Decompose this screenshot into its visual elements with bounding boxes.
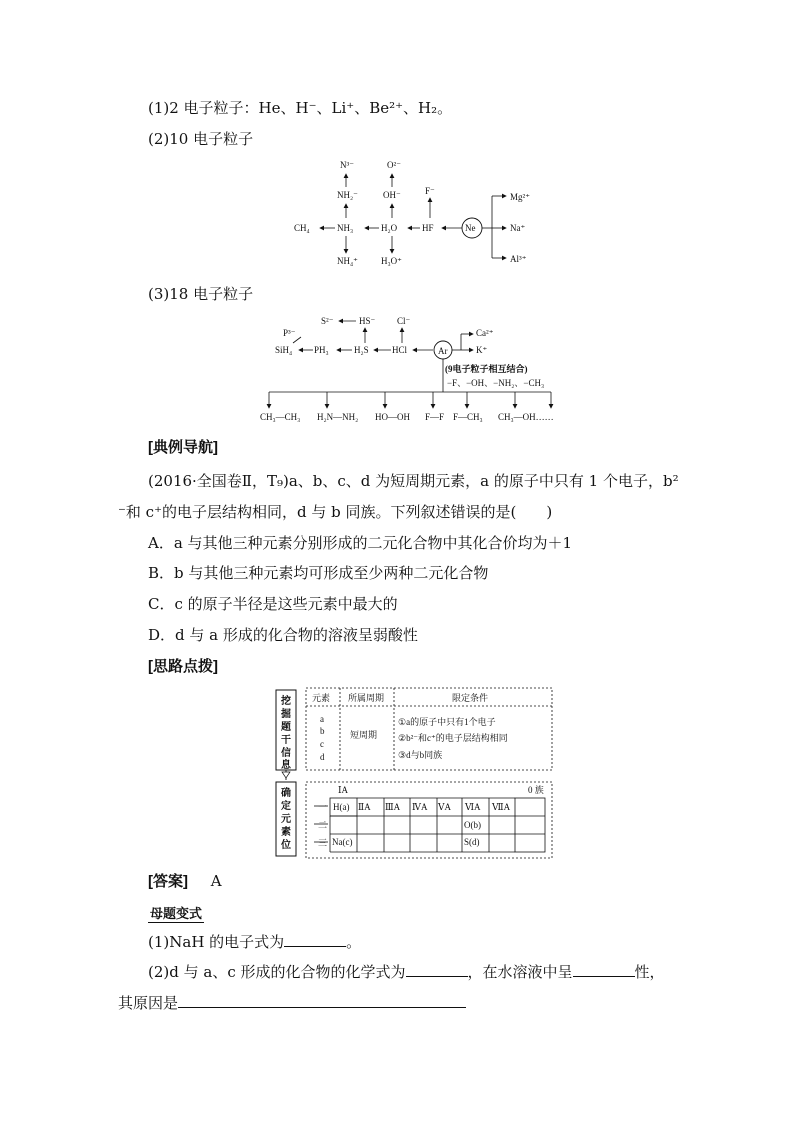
o2-label: O²⁻ xyxy=(387,160,401,170)
group-4a: ⅣA xyxy=(412,802,428,812)
product-ethane: CH₃—CH₃ xyxy=(260,412,301,422)
two-electron-line: (1)2 电子粒子：He、H⁻、Li⁺、Be²⁺、H₂。 xyxy=(148,99,453,117)
h2o-label: H₂O xyxy=(381,223,398,233)
example-heading: [典例导航] xyxy=(148,439,218,456)
variant-q1-end: 。 xyxy=(346,933,362,951)
ch4-label: CH₄ xyxy=(294,223,310,233)
cond-2: ②b²⁻和c⁺的电子层结构相同 xyxy=(398,733,508,743)
nh3-label: NH₃ xyxy=(337,223,354,233)
cell-na: Na(c) xyxy=(332,837,353,847)
p3-label: P³⁻ xyxy=(283,328,296,338)
group-1a: ⅠA xyxy=(338,785,349,795)
option-d: D．d 与 a 形成的化合物的溶液呈弱酸性 xyxy=(148,626,418,644)
variant-q2-reason xyxy=(118,992,466,1013)
box1-char-4: 干 xyxy=(281,735,291,746)
option-b: B．b 与其他三种元素均可形成至少两种二元化合物 xyxy=(148,564,489,582)
al-label: Al³⁺ xyxy=(510,254,527,264)
cell-o: O(b) xyxy=(464,820,481,830)
group-5a: ⅤA xyxy=(438,802,451,812)
nh4-label: NH₄⁺ xyxy=(337,256,358,266)
answer-blank-3[interactable] xyxy=(573,961,635,977)
period-value: 短周期 xyxy=(350,730,378,740)
box2-char-5: 位 xyxy=(281,840,291,851)
sih4-label: SiH₄ xyxy=(275,345,293,355)
variant-tag: 母题变式 xyxy=(148,903,204,923)
elem-d: d xyxy=(320,752,325,762)
group-7a: ⅦA xyxy=(492,802,511,812)
box2-char-1: 确 xyxy=(281,788,291,799)
col-cond: 限定条件 xyxy=(452,693,489,703)
cell-s: S(d) xyxy=(464,837,480,847)
product-fluoromethane: F—CH₃ xyxy=(453,412,483,422)
elem-c: c xyxy=(320,739,324,749)
f-label: F⁻ xyxy=(425,186,435,196)
ten-electron-diagram xyxy=(280,152,550,272)
group-0: 0 族 xyxy=(528,785,544,795)
answer-blank-2[interactable] xyxy=(406,961,468,977)
box2-char-3: 元 xyxy=(281,814,291,825)
na-label: Na⁺ xyxy=(510,223,526,233)
option-a: A．a 与其他三种元素分别形成的二元化合物中其化合价均为＋1 xyxy=(148,534,573,552)
cond-3: ③d与b同族 xyxy=(398,750,443,760)
h2s-label: H₂S xyxy=(354,345,369,355)
radicals-note: −F、−OH、−NH₂、−CH₃ xyxy=(447,378,545,388)
product-fluorine: F—F xyxy=(425,412,445,422)
group-6a: ⅥA xyxy=(465,802,481,812)
ca-label: Ca²⁺ xyxy=(476,328,494,338)
s2-label: S²⁻ xyxy=(321,316,334,326)
answer-value: A xyxy=(210,872,222,890)
answer-blank-4[interactable] xyxy=(178,992,466,1008)
box2-char-2: 定 xyxy=(281,801,291,812)
variant-q2-text-a: (2)d 与 a、c 形成的化合物的化学式为 xyxy=(148,963,406,981)
hint-diagram xyxy=(270,686,555,862)
eighteen-electron-heading: (3)18 电子粒子 xyxy=(148,285,254,303)
ten-electron-heading: (2)10 电子粒子 xyxy=(148,130,254,148)
elem-b: b xyxy=(320,726,325,736)
example-stem-2: ⁻和 c⁺的电子层结构相同，d 与 b 同族。下列叙述错误的是( ) xyxy=(118,503,553,521)
answer-line xyxy=(148,871,222,892)
variant-q2-text-b: ，在水溶液中呈 xyxy=(467,963,573,981)
box2-char-4: 素 xyxy=(281,827,291,838)
box1-char-1: 挖 xyxy=(281,696,291,707)
cond-1: ①a的原子中只有1个电子 xyxy=(398,717,496,727)
hint-heading: [思路点拨] xyxy=(148,658,218,675)
box1-char-6: 息 xyxy=(281,760,291,771)
row-1: 一 xyxy=(318,802,328,812)
variant-q1 xyxy=(148,931,361,952)
example-stem-1: (2016·全国卷Ⅱ，T₉)a、b、c、d 为短周期元素，a 的原子中只有 1 个电子，b² xyxy=(148,472,679,490)
variant-q2 xyxy=(148,961,665,982)
ph3-label: PH₃ xyxy=(314,345,329,355)
product-hydrazine: H₂N—NH₂ xyxy=(317,412,359,422)
hs-label: HS⁻ xyxy=(359,316,376,326)
k-label: K⁺ xyxy=(476,345,488,355)
h3o-label: H₃O⁺ xyxy=(381,256,402,266)
cell-h: H(a) xyxy=(333,802,350,812)
box1-char-5: 信 xyxy=(281,748,291,759)
answer-blank-1[interactable] xyxy=(284,931,346,947)
box1-char-3: 题 xyxy=(281,722,291,733)
answer-label: [答案] xyxy=(148,873,188,890)
variant-q2-text-d: 其原因是 xyxy=(118,994,179,1012)
product-methanol: CH₃—OH…… xyxy=(498,412,554,422)
cl-label: Cl⁻ xyxy=(397,316,411,326)
variant-q2-text-c: 性， xyxy=(634,963,665,981)
variant-q1-text: (1)NaH 的电子式为 xyxy=(148,933,285,951)
hcl-label: HCl xyxy=(392,345,408,355)
product-peroxide: HO—OH xyxy=(375,412,410,422)
col-elem: 元素 xyxy=(312,693,331,703)
group-3a: ⅢA xyxy=(385,802,401,812)
col-period: 所属周期 xyxy=(348,693,385,703)
nine-electron-note: (9电子粒子相互结合) xyxy=(445,364,528,374)
n3-label: N³⁻ xyxy=(340,160,354,170)
ne-label: Ne xyxy=(465,223,476,233)
oh-label: OH⁻ xyxy=(383,190,401,200)
elem-a: a xyxy=(320,714,324,724)
eighteen-electron-diagram xyxy=(255,312,575,430)
row-2: 二 xyxy=(318,820,328,830)
mg-label: Mg²⁺ xyxy=(510,192,530,202)
box1-char-2: 掘 xyxy=(281,709,291,720)
group-2a: ⅡA xyxy=(358,802,371,812)
option-c: C．c 的原子半径是这些元素中最大的 xyxy=(148,595,398,613)
row-3: 三 xyxy=(318,838,328,848)
ar-label: Ar xyxy=(438,346,448,356)
hf-label: HF xyxy=(422,223,434,233)
nh2-label: NH₂⁻ xyxy=(337,190,358,200)
